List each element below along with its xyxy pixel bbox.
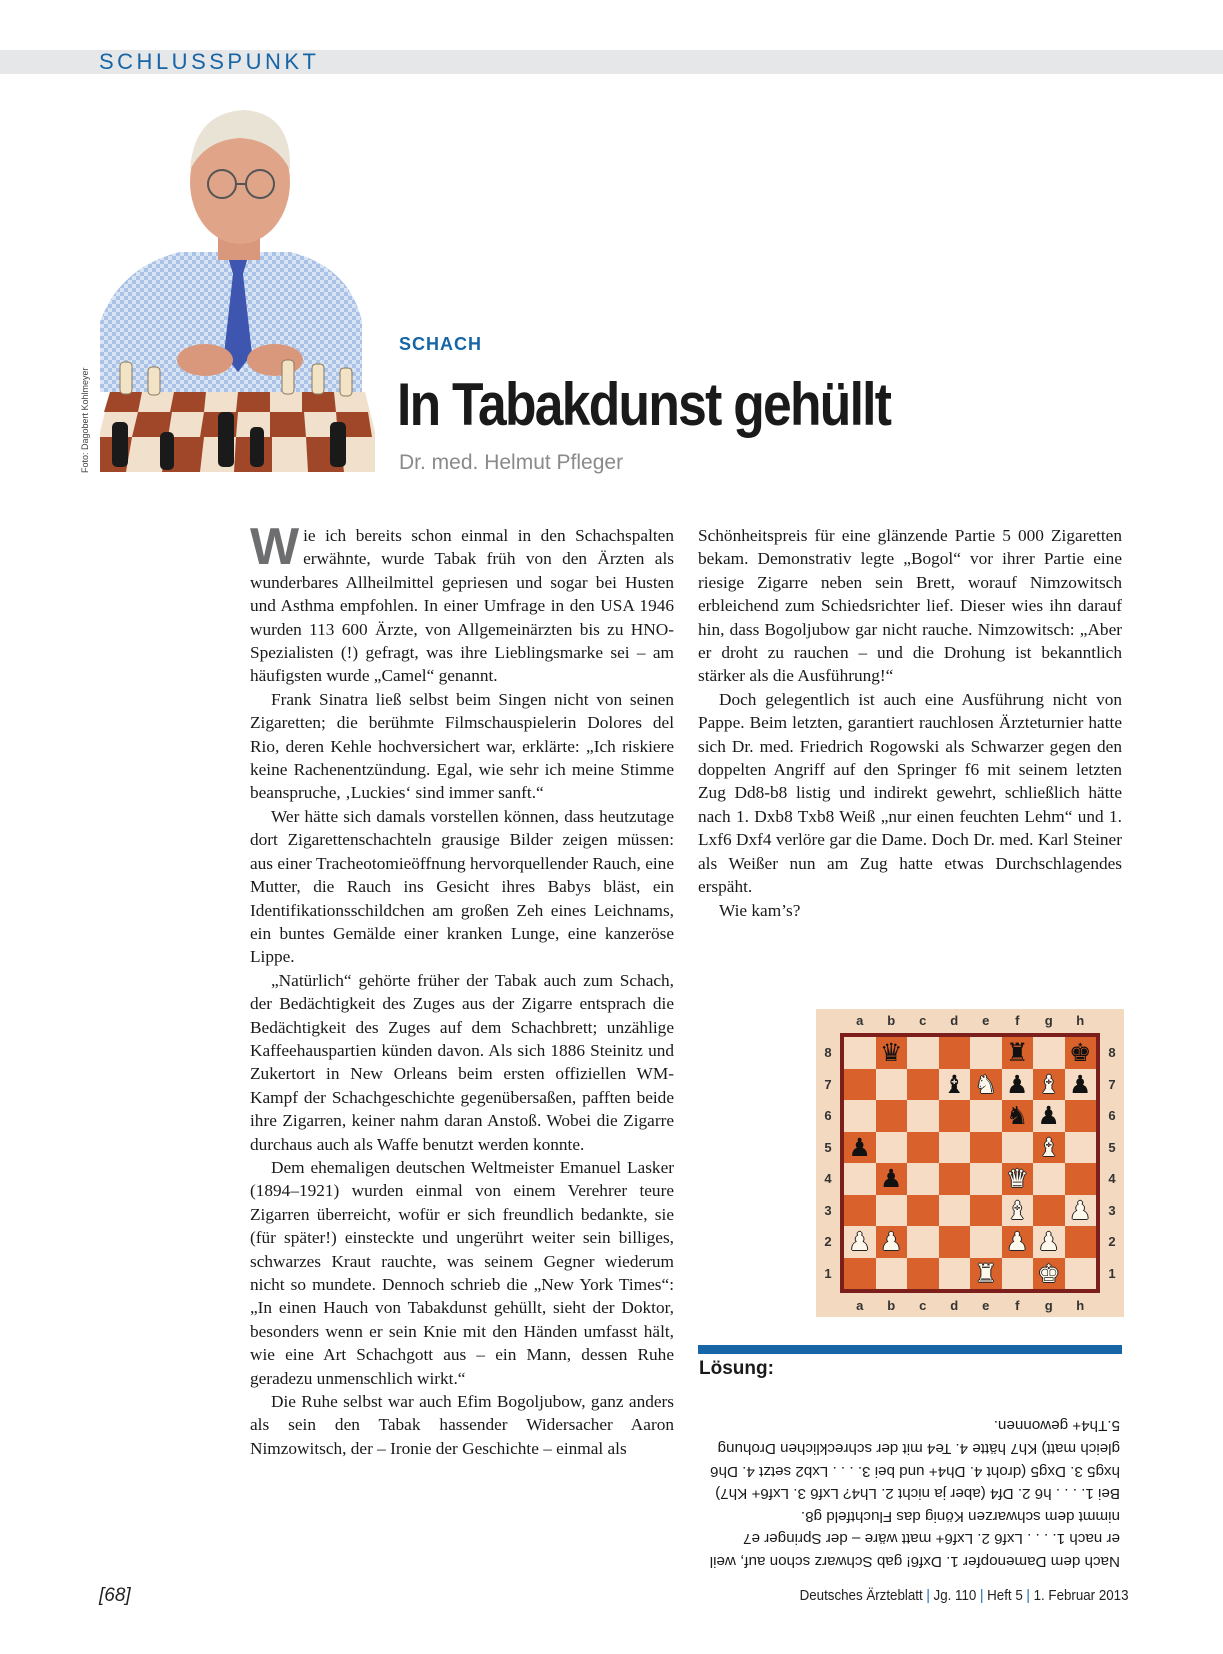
paragraph: Wie ich bereits schon einmal in den Schachspalten erwähnte, wurde Tabak früh von den Ärzten als wunderbares Allheilmittel gepriesen und sogar bei Husten und Asthma empfohlen. In einer Umfrage in den USA 1946 wurden 113 600 Ärzte, von Allgemeinärzten bis zu HNO-Spezialisten (!) gefragt, was ihre Lieblingsmarke sei – am häufigsten wurde „Camel“ genannt. xyxy=(250,518,674,686)
drop-cap: W xyxy=(250,518,300,576)
file-label: e xyxy=(982,1298,990,1313)
board-square-b3 xyxy=(876,1195,908,1227)
file-label: f xyxy=(1015,1298,1020,1313)
board-square-a6 xyxy=(844,1100,876,1132)
board-square-b2 xyxy=(876,1226,908,1258)
board-square-c3 xyxy=(907,1195,939,1227)
chess-diagram xyxy=(816,1009,1124,1317)
paragraph: Schönheitspreis für eine glänzende Partie 5 000 Zigaretten bekam. Demonstrativ legte „Bogol“ vor ihrer Partie eine riesige Zigarre neben sein Brett, worauf Nimzowitsch erbleichend zum Schiedsrichter lief. Dieser wies ihn darauf hin, dass Bogoljubow gar nicht rauche. Nimzowitsch: „Aber er droht zu rauchen – und die Drohung ist bekanntlich stärker als die Ausführung!“ xyxy=(698,526,1122,686)
board-square-h4 xyxy=(1065,1163,1097,1195)
white-piece-icon: ♚ xyxy=(1037,1258,1060,1288)
article-title: In Tabakdunst gehüllt xyxy=(397,371,891,438)
board-square-f2 xyxy=(1002,1226,1034,1258)
section-label: SCHLUSSPUNKT xyxy=(99,49,320,74)
rank-label: 1 xyxy=(824,1265,832,1281)
board-square-b7 xyxy=(876,1069,908,1101)
white-piece-icon: ♟ xyxy=(1037,1227,1060,1257)
author-photo xyxy=(100,92,375,472)
board-square-h1 xyxy=(1065,1258,1097,1290)
rank-label: 5 xyxy=(824,1139,832,1155)
article-author: Dr. med. Helmut Pfleger xyxy=(399,451,624,474)
rank-label: 6 xyxy=(824,1108,832,1123)
board-square-a3 xyxy=(844,1195,876,1227)
page-number: [68] xyxy=(99,1585,131,1606)
black-piece-icon: ♟ xyxy=(1037,1101,1060,1131)
journal-volume: Jg. 110 xyxy=(934,1588,977,1604)
rank-label: 2 xyxy=(824,1234,832,1249)
solution-title: Lösung: xyxy=(699,1358,774,1379)
board-square-c6 xyxy=(907,1100,939,1132)
board-square-f6 xyxy=(1002,1100,1034,1132)
board-square-d5 xyxy=(939,1132,971,1164)
board-square-h6 xyxy=(1065,1100,1097,1132)
journal-date: 1. Februar 2013 xyxy=(1034,1588,1129,1604)
black-piece-icon: ♟ xyxy=(880,1164,903,1194)
article-column-1 xyxy=(250,518,674,1460)
separator: | xyxy=(926,1588,931,1604)
board-square-h3 xyxy=(1065,1195,1097,1227)
board-square-b6 xyxy=(876,1100,908,1132)
black-piece-icon: ♚ xyxy=(1069,1038,1092,1068)
solution-paragraph: Bei 1. . . . h6 2. Df4 (aber ja nicht 2. Lh4? Lxf6 3. Lxf6+ Kh7) hxg5 3. Dxg5 (droht 4. Dh4+ und bei 3. . . . Lxb2 setzt 4. Dh6 gleich matt) Kh7 hätte 4. Te4 mit der schrecklichen Drohung 5.Th4+ gewonnen. xyxy=(710,1417,1120,1503)
rank-label: 3 xyxy=(1108,1202,1116,1218)
rank-label: 1 xyxy=(1108,1265,1116,1281)
file-label: c xyxy=(919,1298,927,1313)
board-square-h5 xyxy=(1065,1132,1097,1164)
rank-label: 3 xyxy=(824,1202,832,1218)
rank-label: 2 xyxy=(1108,1234,1116,1249)
article-kicker: SCHACH xyxy=(399,334,483,354)
black-piece-icon: ♞ xyxy=(1006,1101,1029,1131)
board-square-a4 xyxy=(844,1163,876,1195)
solution-divider xyxy=(698,1345,1122,1354)
black-piece-icon: ♟ xyxy=(1069,1069,1092,1099)
board-square-c5 xyxy=(907,1132,939,1164)
separator: | xyxy=(1026,1588,1031,1604)
file-label: c xyxy=(919,1013,927,1028)
file-label: f xyxy=(1015,1013,1020,1028)
board-square-d6 xyxy=(939,1100,971,1132)
board-square-c1 xyxy=(907,1258,939,1290)
journal-info xyxy=(800,1588,1129,1604)
file-label: g xyxy=(1044,1298,1053,1313)
board-square-h8 xyxy=(1065,1037,1097,1069)
rank-label: 6 xyxy=(1108,1108,1116,1123)
rank-label: 7 xyxy=(1108,1076,1116,1092)
board-square-e6 xyxy=(970,1100,1002,1132)
board-square-d3 xyxy=(939,1195,971,1227)
paragraph: „Natürlich“ gehörte früher der Tabak auch zum Schach, der Bedächtigkeit des Zuges aus der Zigarre entsprach die Bedächtigkeit des Zuges auf dem Schachbrett; unzählige Kaffeehauspartien künden davon. Als sich 1886 Steinitz und Zukertort in New Orleans beim ersten offiziellen WM-Kampf der Schachgeschichte gegenübersaßen, pafften beide ihre Zigarren, keiner nahm daran Anstoß. Wobei die Zigarre durchaus auch als Waffe benutzt werden konnte. xyxy=(250,970,674,1154)
file-label: b xyxy=(887,1298,896,1313)
board-square-g1 xyxy=(1033,1258,1065,1290)
white-piece-icon: ♟ xyxy=(1069,1195,1092,1225)
white-piece-icon: ♟ xyxy=(880,1227,903,1257)
rank-label: 8 xyxy=(1108,1045,1116,1060)
solution-text-upside-down xyxy=(700,1392,1120,1572)
board-square-b8 xyxy=(876,1037,908,1069)
board-square-b1 xyxy=(876,1258,908,1290)
board-square-a5 xyxy=(844,1132,876,1164)
paragraph: Wer hätte sich damals vorstellen können, dass heutzutage dort Zigarettenschachteln grausige Bilder zeigen müssen: aus einer Tracheotomieöffnung hervorquellender Rauch, eine Mutter, die Rauch ins Gesicht ihres Babys bläst, ein Identifikationsschildchen am großen Zeh eines Leichnams, ein buntes Gemälde einer kranken Lunge, eine kanzeröse Lippe. xyxy=(250,806,674,967)
board-square-f1 xyxy=(1002,1258,1034,1290)
board-square-e1 xyxy=(970,1258,1002,1290)
board-square-e4 xyxy=(970,1163,1002,1195)
board-square-a2 xyxy=(844,1226,876,1258)
board-square-g7 xyxy=(1033,1069,1065,1101)
file-label: d xyxy=(950,1298,959,1313)
board-square-e8 xyxy=(970,1037,1002,1069)
board-square-g3 xyxy=(1033,1195,1065,1227)
board-square-f5 xyxy=(1002,1132,1034,1164)
board-square-a7 xyxy=(844,1069,876,1101)
paragraph: Dem ehemaligen deutschen Weltmeister Emanuel Lasker (1894–1921) wurden einmal von einem Verehrer teure Zigarren überreicht, wofür er sich freundlich bedankte, sie (für später!) einsteckte und ungerührt weiter sein billiges, schwarzes Kraut rauchte, was seinem Gegner wiederum nicht so mundete. Dennoch schrieb die „New York Times“: „In einen Hauch von Tabakdunst gehüllt, sieht der Doktor, besonders wenn er sein Knie mit den Händen umfasst hält, wie eine Art Schachgott aus – ein Mann, dessen Ruhe geradezu unmenschlich wirkt.“ xyxy=(250,1157,674,1388)
rank-label: 5 xyxy=(1108,1139,1116,1155)
board-square-f4 xyxy=(1002,1163,1034,1195)
board-square-f7 xyxy=(1002,1069,1034,1101)
black-piece-icon: ♟ xyxy=(848,1132,871,1162)
board-square-h2 xyxy=(1065,1226,1097,1258)
paragraph: Frank Sinatra ließ selbst beim Singen nicht von seinen Zigaretten; die berühmte Filmschauspielerin Dolores del Rio, deren Kehle hochversichert war, erklärte: „Ich riskiere keine Rachenentzündung. Egal, wie sehr ich meine Stimme beanspruche, ‚Luckies‘ sind immer sanft.“ xyxy=(250,689,674,803)
rank-label: 7 xyxy=(824,1076,832,1092)
file-label: d xyxy=(950,1013,959,1028)
paragraph: Die Ruhe selbst war auch Efim Bogoljubow, ganz anders als sein den Tabak hassender Widersacher Aaron Nimzowitsch, der – Ironie der Geschichte – einmal als xyxy=(250,1392,674,1458)
board-square-e5 xyxy=(970,1132,1002,1164)
photo-credit: Foto: Dagobert Kohlmeyer xyxy=(80,367,90,473)
board-square-d7 xyxy=(939,1069,971,1101)
article-column-2 xyxy=(698,524,1122,922)
board-square-e7 xyxy=(970,1069,1002,1101)
board-square-d2 xyxy=(939,1226,971,1258)
white-piece-icon: ♜ xyxy=(974,1258,997,1288)
board-square-e3 xyxy=(970,1195,1002,1227)
black-piece-icon: ♜ xyxy=(1006,1038,1029,1068)
white-piece-icon: ♟ xyxy=(848,1227,871,1257)
board-square-c7 xyxy=(907,1069,939,1101)
rank-label: 8 xyxy=(824,1045,832,1060)
file-label: h xyxy=(1076,1298,1085,1313)
board-square-f3 xyxy=(1002,1195,1034,1227)
white-piece-icon: ♝ xyxy=(1006,1195,1029,1225)
board-square-f8 xyxy=(1002,1037,1034,1069)
board-square-g4 xyxy=(1033,1163,1065,1195)
solution-paragraph: Nach dem Damenopfer 1. Dxf6! gab Schwarz schon auf, weil er nach 1. . . . Lxf6 2. Lxf6+ matt wäre – der Springer e7 nimmt dem schwarzen König das Fluchtfeld g8. xyxy=(709,1507,1120,1570)
black-piece-icon: ♛ xyxy=(880,1038,903,1068)
file-label: a xyxy=(856,1298,864,1313)
file-label: g xyxy=(1044,1013,1053,1028)
board-square-c2 xyxy=(907,1226,939,1258)
white-piece-icon: ♝ xyxy=(1037,1069,1060,1099)
board-square-b5 xyxy=(876,1132,908,1164)
board-square-d4 xyxy=(939,1163,971,1195)
separator: | xyxy=(980,1588,984,1604)
board-square-e2 xyxy=(970,1226,1002,1258)
rank-label: 4 xyxy=(1108,1171,1116,1186)
board-square-a8 xyxy=(844,1037,876,1069)
board-square-d1 xyxy=(939,1258,971,1290)
board-square-g2 xyxy=(1033,1226,1065,1258)
white-piece-icon: ♝ xyxy=(1037,1132,1060,1162)
rank-label: 4 xyxy=(824,1171,832,1186)
file-label: b xyxy=(887,1013,896,1028)
board-square-g8 xyxy=(1033,1037,1065,1069)
file-label: a xyxy=(856,1013,864,1028)
board-square-c8 xyxy=(907,1037,939,1069)
board-square-h7 xyxy=(1065,1069,1097,1101)
black-piece-icon: ♝ xyxy=(943,1069,966,1099)
journal-issue: Heft 5 xyxy=(987,1588,1024,1604)
white-piece-icon: ♛ xyxy=(1006,1164,1029,1194)
journal-name: Deutsches Ärzteblatt xyxy=(800,1588,924,1604)
board-square-d8 xyxy=(939,1037,971,1069)
chess-board xyxy=(844,1037,1096,1289)
board-square-g6 xyxy=(1033,1100,1065,1132)
file-label: h xyxy=(1076,1013,1085,1028)
paragraph: Doch gelegentlich ist auch eine Ausführung nicht von Pappe. Beim letzten, garantiert rauchlosen Ärzteturnier hatte sich Dr. med. Friedrich Rogowski als Schwarzer gegen den doppelten Angriff auf den Springer f6 mit seinem letzten Zug Dd8-b8 listig und indirekt gewehrt, schließlich hätte nach 1. Dxb8 Txb8 Weiß „nur einen feuchten Lehm“ und 1. Lxf6 Dxf4 verlöre gar die Dame. Doch Dr. med. Karl Steiner als Weißer nun am Zug hatte etwas Durchschlagendes erspäht. xyxy=(698,689,1122,897)
white-piece-icon: ♞ xyxy=(974,1069,997,1099)
board-square-b4 xyxy=(876,1163,908,1195)
paragraph: Wie kam’s? xyxy=(719,900,801,920)
file-label: e xyxy=(982,1013,990,1028)
board-square-a1 xyxy=(844,1258,876,1290)
board-square-g5 xyxy=(1033,1132,1065,1164)
black-piece-icon: ♟ xyxy=(1006,1069,1029,1099)
white-piece-icon: ♟ xyxy=(1006,1227,1029,1257)
board-square-c4 xyxy=(907,1163,939,1195)
